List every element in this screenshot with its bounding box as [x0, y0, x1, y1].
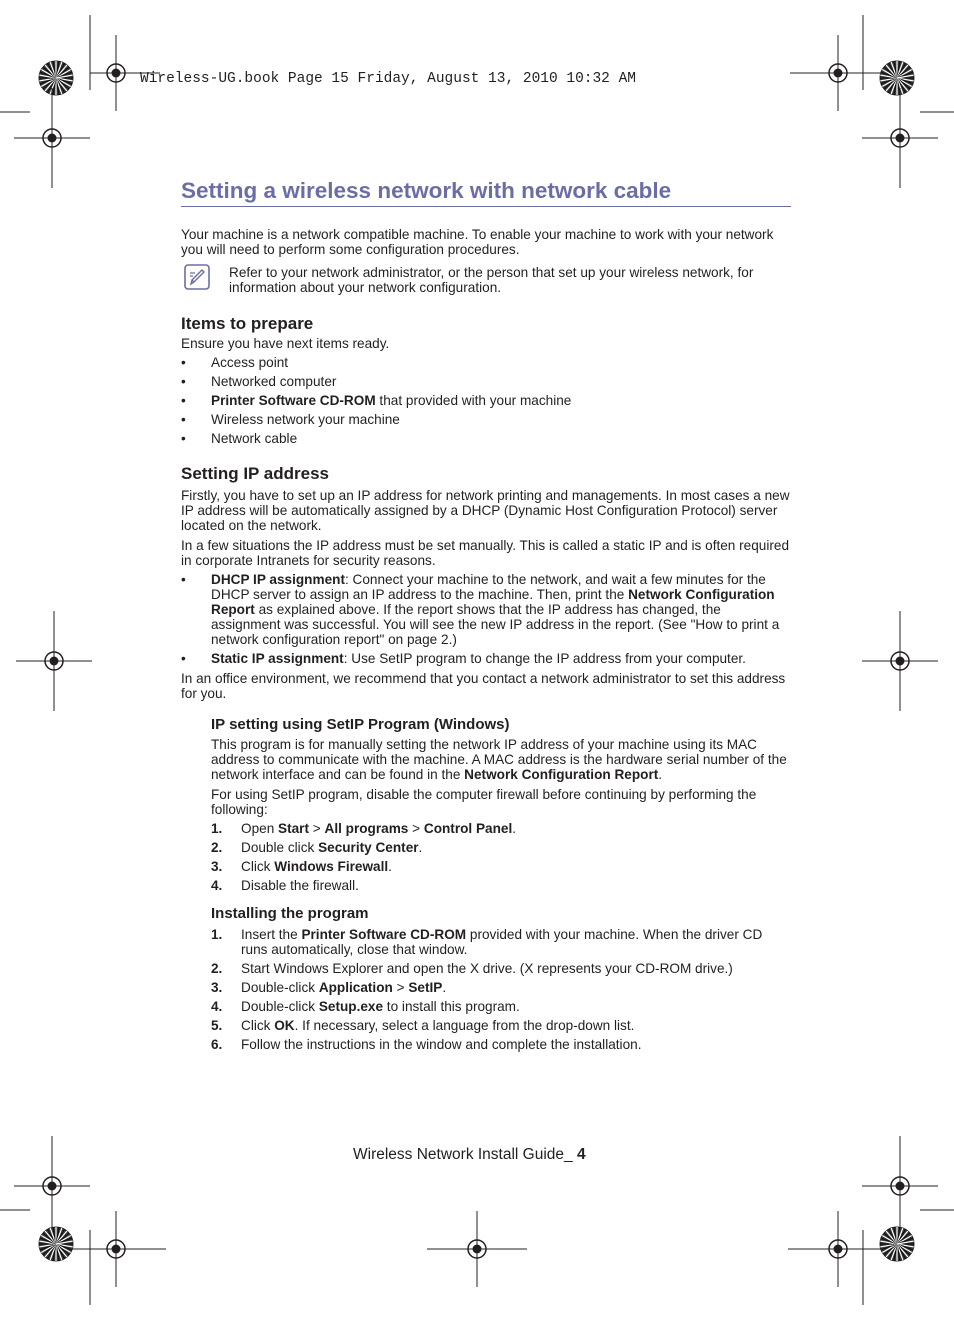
step-item: 3. Click Windows Firewall. — [211, 859, 392, 874]
step-item: 3. Double-click Application > SetIP. — [211, 980, 447, 995]
step-item: 2. Start Windows Explorer and open the X drive. (X represents your CD-ROM drive.) — [211, 961, 733, 976]
list-item: • Network cable — [181, 431, 298, 446]
static-text: : Use SetIP program to change the IP address from your computer. — [343, 651, 746, 666]
registration-star-icon — [39, 1227, 73, 1261]
note-text: Refer to your network administrator, or the person that set up your wireless network, for information about your network configuration. — [229, 265, 754, 295]
intro-paragraph: Your machine is a network compatible machine. To enable your machine to work with your network you will need to perform some configuration procedures. — [181, 227, 774, 257]
office-paragraph: In an office environment, we recommend that you contact a network administrator to set this address for you. — [181, 671, 786, 701]
page-number: 4 — [576, 1146, 586, 1163]
ip-methods-list — [181, 572, 791, 666]
page-footer — [353, 1146, 586, 1164]
list-item: • Wireless network your machine — [181, 412, 400, 427]
registration-star-icon — [39, 61, 73, 95]
registration-star-icon — [880, 1227, 914, 1261]
step-item: 4. Disable the firewall. — [211, 878, 359, 893]
page-content — [181, 176, 791, 1052]
setip-para-2: For using SetIP program, disable the computer firewall before continuing by performing the following: — [211, 787, 757, 817]
ip-para-2: In a few situations the IP address must be set manually. This is called a static IP and is often required in corporate Intranets for security reasons. — [181, 538, 790, 568]
setip-heading: IP setting using SetIP Program (Windows) — [211, 716, 510, 733]
page-title: Setting a wireless network with network cable — [181, 176, 791, 207]
footer-title: Wireless Network Install Guide_ — [353, 1146, 573, 1163]
step-item: 2. Double click Security Center. — [211, 840, 423, 855]
setip-para-1: This program is for manually setting the network IP address of your machine using its MAC address to communicate with the machine. A MAC address is the hardware serial number of the network interface and can be found in the Network Configuration Report. — [211, 737, 787, 782]
note-pencil-icon — [183, 263, 211, 291]
items-heading: Items to prepare — [181, 314, 314, 333]
step-item: 4. Double-click Setup.exe to install this program. — [211, 999, 520, 1014]
list-item: • DHCP IP assignment: Connect your machine to the network, and wait a few minutes for the DHCP server to assign an IP address to the machine. Then, print the Network Configuration Report as explained above. If the report shows that the IP address has changed, the assignment was successful. You will see the new IP address in the report. (See "How to print a network configuration report" on page 2.) — [181, 572, 780, 647]
list-item: • Networked computer — [181, 374, 337, 389]
dhcp-report-label: Network Configuration Report — [211, 587, 775, 617]
step-item: 1. Insert the Printer Software CD-ROM provided with your machine. When the driver CD runs automatically, close that window. — [211, 927, 763, 957]
install-steps — [211, 927, 791, 1052]
dhcp-label: DHCP IP assignment — [211, 572, 345, 587]
dhcp-text-2: as explained above. If the report shows that the IP address has changed, the assignment was successful. You will see the new IP address in the report. (See "How to print a network configuration report" on page 2.) — [211, 602, 780, 647]
list-item: • Printer Software CD-ROM that provided with your machine — [181, 393, 572, 408]
step-item: 1. Open Start > All programs > Control Panel. — [211, 821, 517, 836]
static-label: Static IP assignment — [211, 651, 344, 666]
note-box — [181, 265, 791, 295]
ip-para-1: Firstly, you have to set up an IP address for network printing and managements. In most cases a new IP address will be automatically assigned by a DHCP (Dynamic Host Configuration Protocol) server located on the network. — [181, 488, 790, 533]
step-item: 6. Follow the instructions in the window and complete the installation. — [211, 1037, 642, 1052]
items-list — [181, 355, 791, 446]
step-item: 5. Click OK. If necessary, select a language from the drop-down list. — [211, 1018, 635, 1033]
firewall-steps — [211, 821, 791, 893]
list-item: • Access point — [181, 355, 289, 370]
print-header: Wireless-UG.book Page 15 Friday, August 13, 2010 10:32 AM — [140, 71, 636, 87]
registration-star-icon — [880, 61, 914, 95]
install-heading: Installing the program — [211, 905, 369, 922]
dhcp-text-1: : Connect your machine to the network, and wait a few minutes for the DHCP server to assign an IP address to the machine. Then, print the — [211, 572, 766, 602]
list-item: • Static IP assignment: Use SetIP program to change the IP address from your computer. — [181, 651, 746, 666]
items-lead: Ensure you have next items ready. — [181, 336, 390, 351]
ip-heading: Setting IP address — [181, 464, 330, 483]
